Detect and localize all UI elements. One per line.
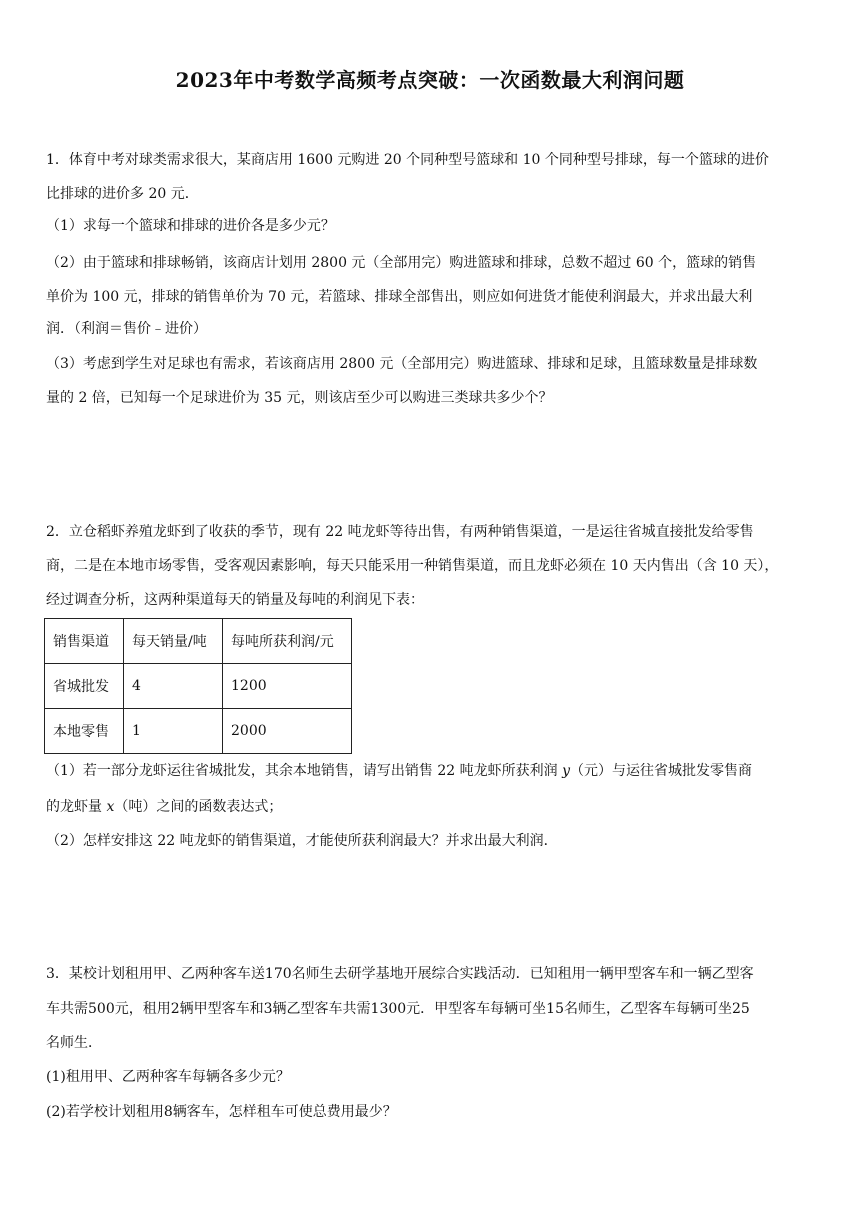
question-3-part-1: (1)租用甲、乙两种客车每辆各多少元？: [46, 1069, 290, 1085]
table-cell: 本地零售: [45, 709, 124, 754]
table-cell: 2000: [223, 709, 352, 754]
question-2-text-cont2: 经过调查分析，这两种渠道每天的销量及每吨的利润见下表：: [46, 592, 424, 608]
question-2-part-1: [46, 761, 816, 781]
question-1-part-2: （2）由于篮球和排球畅销，该商店计划用 2800 元（全部用完）购进篮球和排球，总数不超过 60 个，篮球的销售: [46, 255, 757, 271]
page-title: 2023年中考数学高频考点突破：一次函数最大利润问题: [175, 68, 685, 92]
question-3-part-2: (2)若学校计划租用8辆客车，怎样租车可使总费用最少？: [46, 1104, 397, 1120]
question-2-part-1-cont: [46, 797, 816, 817]
table-cell: 1: [124, 709, 223, 754]
table-header-cell: 每吨所获利润/元: [223, 619, 352, 664]
question-1-text: 1．体育中考对球类需求很大，某商店用 1600 元购进 20 个同种型号篮球和 10 个同种型号排球，每一个篮球的进价: [46, 152, 769, 168]
question-2-text: 2．立仓稻虾养殖龙虾到了收获的季节，现有 22 吨龙虾等待出售，有两种销售渠道，一是运往省城直接批发给零售: [46, 524, 754, 540]
question-2-part-2: （2）怎样安排这 22 吨龙虾的销售渠道，才能使所获利润最大？并求出最大利润．: [46, 833, 558, 849]
question-1-text-cont: 比排球的进价多 20 元．: [46, 186, 199, 202]
table-cell: 省城批发: [45, 664, 124, 709]
table-row: [45, 664, 352, 709]
text-run: （元）与运往省城批发零售商: [570, 763, 752, 779]
text-run: （吨）之间的函数表达式；: [114, 799, 283, 815]
question-3-text: 3．某校计划租用甲、乙两种客车送170名师生去研学基地开展综合实践活动．已知租用一辆甲型客车和一辆乙型客: [46, 966, 754, 982]
question-3-text-cont2: 名师生．: [46, 1035, 102, 1051]
table-cell: 1200: [223, 664, 352, 709]
table-header-cell: 每天销量/吨: [124, 619, 223, 664]
table-row: [45, 709, 352, 754]
question-1-part-3: （3）考虑到学生对足球也有需求，若该商店用 2800 元（全部用完）购进篮球、排球和足球，且篮球数量是排球数: [46, 356, 758, 372]
sales-channel-table: [44, 618, 352, 754]
question-1-part-3-cont: 量的 2 倍，已知每一个足球进价为 35 元，则该店至少可以购进三类球共多少个？: [46, 390, 553, 406]
question-2-text-cont: 商，二是在本地市场零售，受客观因素影响，每天只能采用一种销售渠道，而且龙虾必须在 10 天内售出（含 10 天），: [46, 558, 779, 574]
question-1-part-2-cont: 单价为 100 元，排球的销售单价为 70 元，若篮球、排球全部售出，则应如何进货才能使利润最大，并求出最大利: [46, 289, 753, 305]
text-run: （1）若一部分龙虾运往省城批发，其余本地销售，请写出销售 22 吨龙虾所获利润: [46, 763, 563, 779]
text-run: 的龙虾量: [46, 799, 107, 815]
table-cell: 4: [124, 664, 223, 709]
question-3-text-cont: 车共需500元，租用2辆甲型客车和3辆乙型客车共需1300元．甲型客车每辆可坐15名师生，乙型客车每辆可坐25: [46, 1001, 750, 1017]
variable-x: x: [106, 799, 115, 815]
table-header-cell: 销售渠道: [45, 619, 124, 664]
question-1-part-1: （1）求每一个篮球和排球的进价各是多少元？: [46, 218, 335, 234]
variable-y: y: [562, 763, 570, 779]
question-1-part-2-cont2: 润．（利润＝售价﹣进价）: [46, 321, 207, 337]
table-header-row: [45, 619, 352, 664]
